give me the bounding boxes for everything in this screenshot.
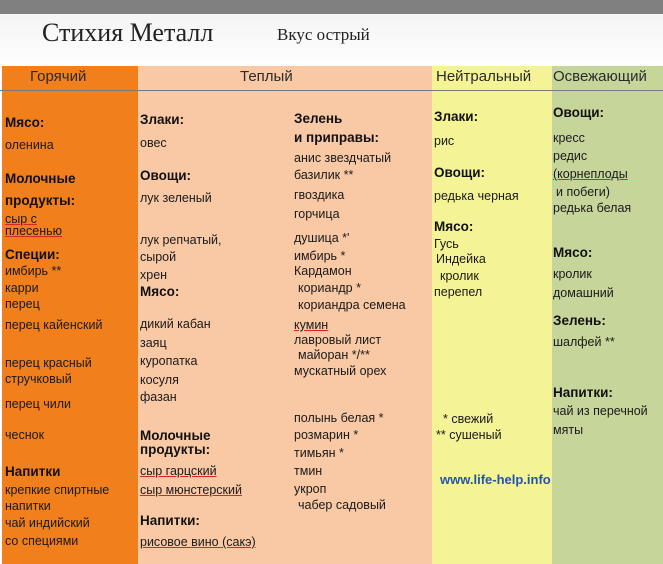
- warm-meat-heading: Мясо:: [140, 284, 180, 299]
- cooling-item: редис: [553, 149, 588, 163]
- hot-item: перец красный: [5, 356, 92, 370]
- neutral-item: Гусь: [434, 237, 459, 251]
- hot-item: стручковый: [5, 372, 72, 386]
- neutral-grains-heading: Злаки:: [434, 109, 479, 124]
- warm-item: кориандра семена: [298, 298, 406, 312]
- warm-item: лук репчатый,: [140, 233, 222, 247]
- cooling-item: мяты: [553, 423, 584, 437]
- cooling-item: кресс: [553, 131, 585, 145]
- warm-item: майоран */**: [298, 348, 370, 362]
- cooling-drinks-heading: Напитки:: [553, 385, 613, 400]
- warm-item: фазан: [140, 390, 177, 404]
- hot-item: перец кайенский: [5, 318, 103, 332]
- cooling-item: домашний: [553, 286, 614, 300]
- warm-item: дикий кабан: [140, 317, 211, 331]
- warm-item: розмарин *: [294, 428, 359, 442]
- hot-spices-heading: Специи:: [5, 247, 60, 262]
- warm-item: тмин: [294, 464, 323, 478]
- warm-item: заяц: [140, 336, 167, 350]
- neutral-item: перепел: [434, 285, 483, 299]
- neutral-item: редька черная: [434, 189, 519, 203]
- neutral-item: кролик: [440, 269, 479, 283]
- warm-item: кумин: [294, 318, 329, 332]
- hot-item: карри: [5, 281, 39, 295]
- warm-item: гвоздика: [294, 188, 345, 202]
- legend-fresh: * свежий: [443, 412, 494, 426]
- hot-item: со специями: [5, 534, 79, 548]
- column-header-neutral: Нейтральный: [436, 68, 532, 85]
- cooling-item: чай из перечной: [553, 404, 648, 418]
- neutral-veg-heading: Овощи:: [434, 165, 486, 180]
- warm-item: лук зеленый: [140, 191, 212, 205]
- neutral-item: Индейка: [436, 252, 486, 266]
- warm-item: кориандр *: [298, 281, 361, 295]
- warm-greens-heading: и приправы:: [294, 130, 379, 145]
- hot-item: оленина: [5, 138, 54, 152]
- warm-item: Кардамон: [294, 264, 352, 278]
- warm-item: косуля: [140, 373, 179, 387]
- hot-item: имбирь **: [5, 264, 62, 278]
- hot-item: чай индийский: [5, 516, 90, 530]
- column-header-hot: Горячий: [30, 68, 87, 85]
- warm-item: тимьян *: [294, 446, 344, 460]
- warm-item: сыр мюнстерский: [140, 483, 242, 497]
- legend-dried: ** сушеный: [436, 428, 502, 442]
- warm-drinks-heading: Напитки:: [140, 513, 200, 528]
- hot-item: перец: [5, 297, 40, 311]
- warm-item: сырой: [140, 250, 177, 264]
- warm-item: мускатный орех: [294, 364, 387, 378]
- cooling-greens-heading: Зелень:: [553, 313, 606, 328]
- warm-item: укроп: [294, 482, 327, 496]
- hot-meat-heading: Мясо:: [5, 115, 45, 130]
- taste-label: Вкус острый: [277, 25, 370, 44]
- hot-drinks-heading: Напитки: [5, 464, 61, 479]
- warm-grains-heading: Злаки:: [140, 112, 185, 127]
- cooling-item: и побеги): [556, 185, 610, 199]
- neutral-item: рис: [434, 134, 455, 148]
- warm-item: горчица: [294, 207, 340, 221]
- warm-dairy-heading: Молочные: [140, 428, 211, 443]
- watermark-link[interactable]: www.life-help.info: [440, 472, 551, 487]
- cooling-item: редька белая: [553, 201, 632, 215]
- cooling-meat-heading: Мясо:: [553, 245, 593, 260]
- header-divider: [0, 90, 663, 91]
- warm-item: куропатка: [140, 354, 198, 368]
- warm-item: сыр гарцский: [140, 464, 217, 478]
- top-bar: [0, 0, 663, 14]
- warm-item: полынь белая *: [294, 411, 384, 425]
- warm-item: лавровый лист: [294, 333, 382, 347]
- neutral-meat-heading: Мясо:: [434, 219, 474, 234]
- hot-item: чеснок: [5, 428, 45, 442]
- warm-item: базилик **: [294, 168, 354, 182]
- cooling-veg-heading: Овощи:: [553, 105, 605, 120]
- hot-item: сыр с: [5, 212, 37, 226]
- column-header-warm: Теплый: [240, 68, 293, 85]
- warm-item: душица *': [294, 231, 350, 245]
- warm-item: хрен: [140, 268, 168, 282]
- hot-item: перец чили: [5, 397, 72, 411]
- hot-dairy-heading: продукты:: [5, 193, 76, 208]
- column-header-cooling: Освежающий: [553, 68, 647, 85]
- warm-item: анис звездчатый: [294, 151, 392, 165]
- hot-dairy-heading: Молочные: [5, 171, 76, 186]
- cooling-item: кролик: [553, 267, 592, 281]
- warm-item: рисовое вино (сакэ): [140, 535, 256, 549]
- hot-item: крепкие спиртные: [5, 483, 110, 497]
- warm-item: чабер садовый: [298, 498, 386, 512]
- hot-item: плесенью: [5, 224, 63, 238]
- hot-item: напитки: [5, 499, 51, 513]
- warm-item: овес: [140, 136, 167, 150]
- cooling-item: шалфей **: [553, 335, 615, 349]
- page-title: Стихия Металл: [42, 18, 214, 47]
- warm-greens-heading: Зелень: [294, 111, 343, 126]
- warm-item: имбирь *: [294, 249, 346, 263]
- cooling-item: (корнеплоды: [553, 167, 628, 181]
- warm-dairy-heading: продукты:: [140, 442, 211, 457]
- warm-veg-heading: Овощи:: [140, 168, 192, 183]
